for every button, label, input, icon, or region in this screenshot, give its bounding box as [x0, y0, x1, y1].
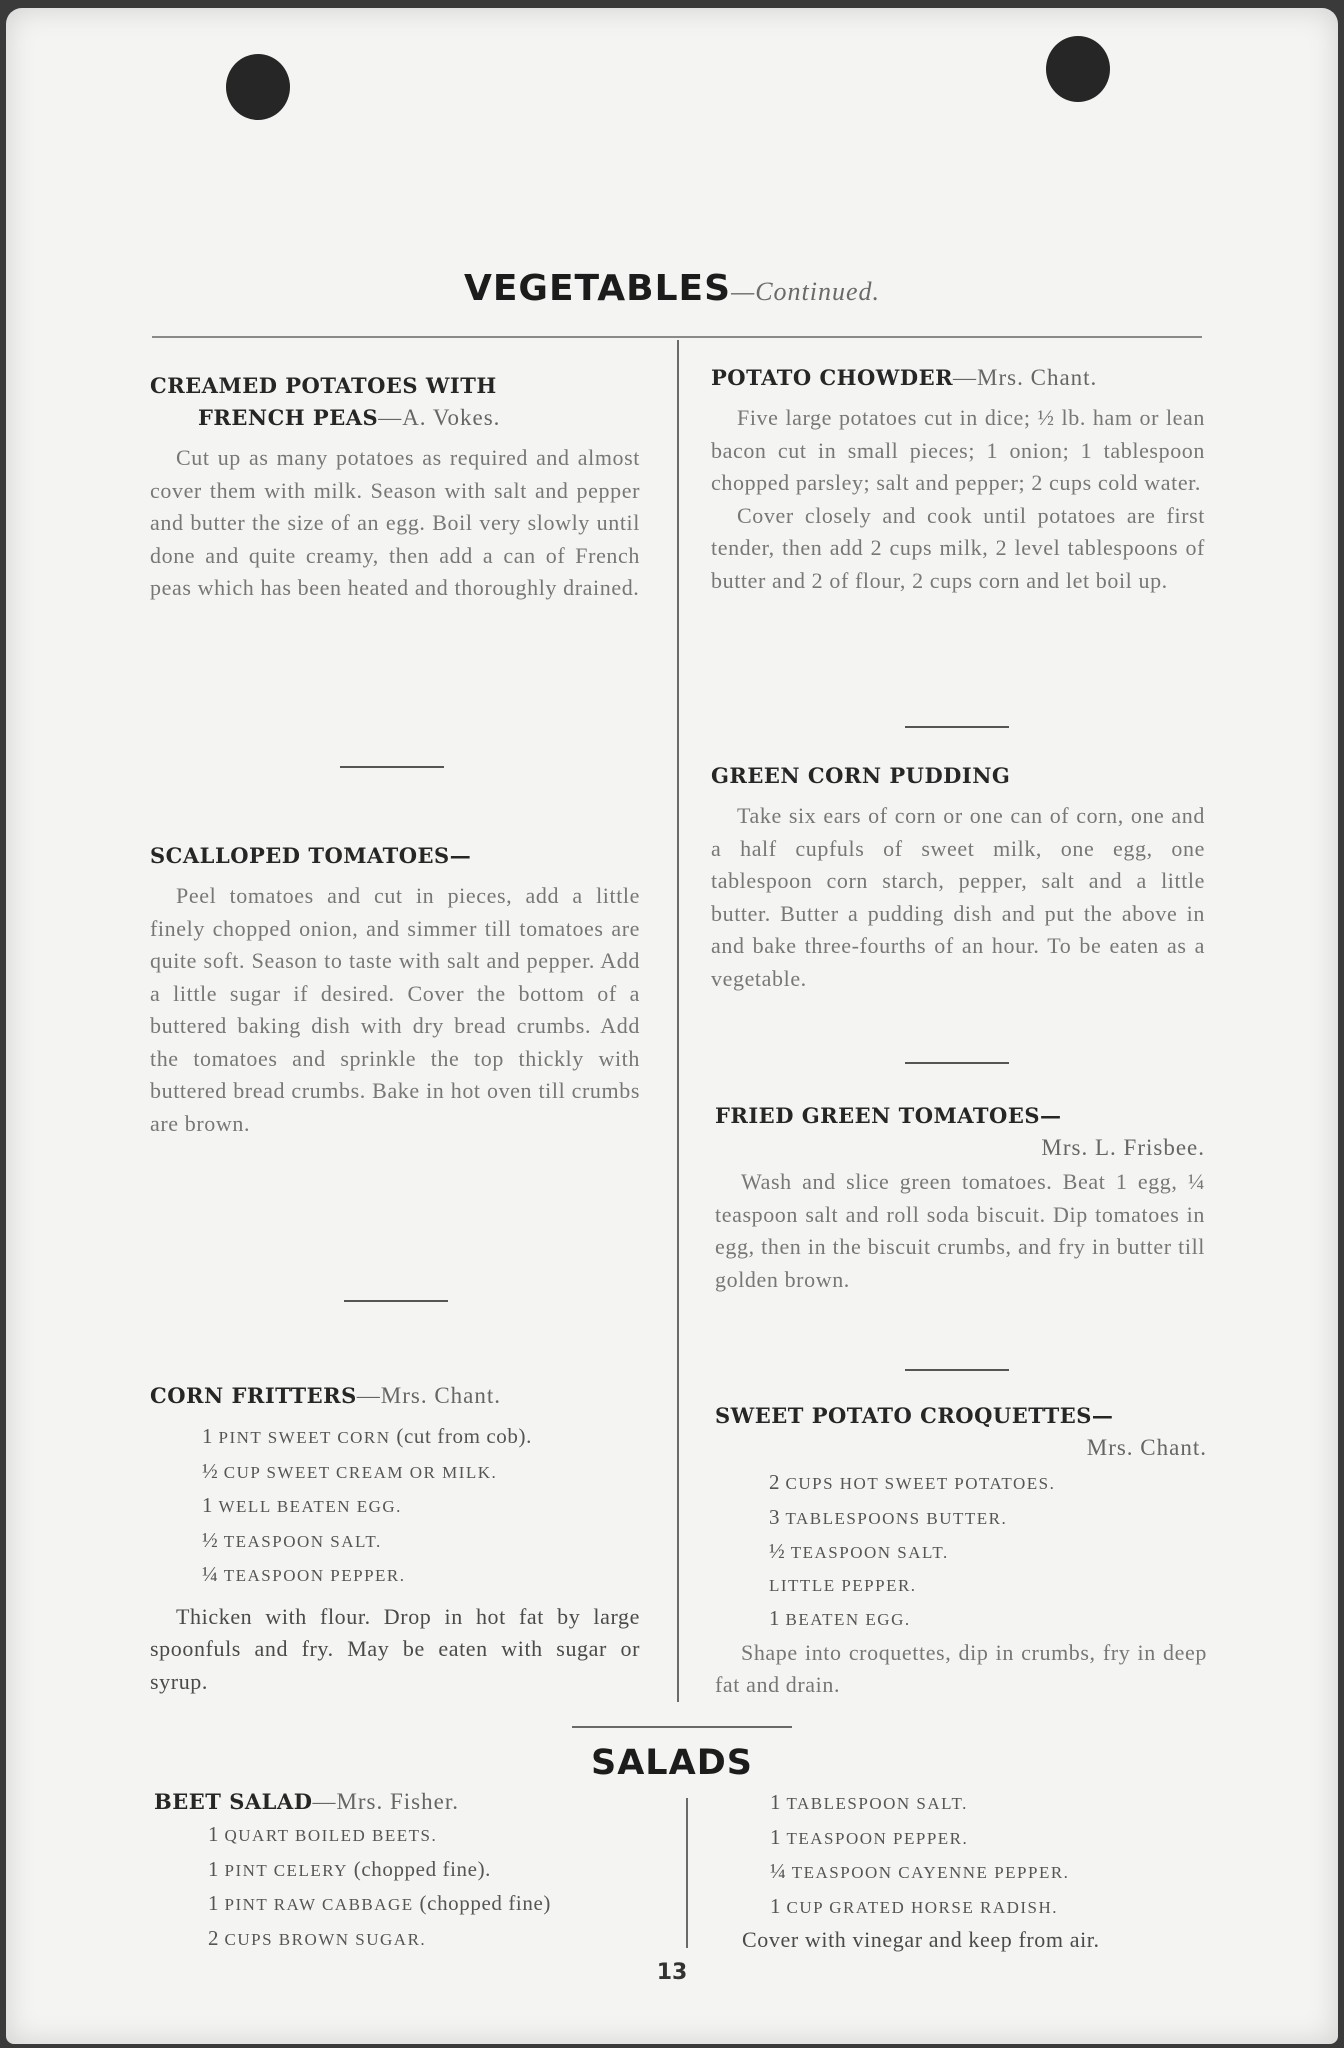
recipe-title-text: BEET SALAD	[154, 1789, 313, 1814]
ingredient-qty: 1	[208, 1891, 219, 1915]
binder-hole-right	[1046, 36, 1110, 102]
recipe-title: SCALLOPED TOMATOES—	[150, 843, 472, 868]
ingredient-text: PINT SWEET CORN	[218, 1428, 391, 1447]
ingredient-item	[770, 1890, 1212, 1925]
header-rule	[152, 336, 1202, 338]
ingredient-item	[202, 1524, 640, 1559]
ingredient-note: (chopped fine)	[413, 1891, 551, 1915]
ingredient-note: (chopped fine).	[347, 1856, 492, 1881]
recipe-scalloped-tomatoes	[150, 840, 640, 1140]
ingredient-item	[770, 1821, 1212, 1856]
ingredient-qty: ½	[202, 1527, 218, 1552]
recipe-author: —Mrs. Fisher.	[312, 1789, 459, 1814]
ingredient-item	[202, 1455, 640, 1490]
recipe-title	[711, 362, 1205, 394]
recipe-corn-fritters	[150, 1380, 640, 1698]
ingredient-text: TEASPOON PEPPER.	[786, 1828, 969, 1848]
ingredient-item	[769, 1501, 1207, 1536]
recipe-author: —A. Vokes.	[378, 405, 501, 430]
ingredient-qty: 1	[208, 1856, 219, 1881]
column-divider	[677, 340, 679, 1702]
recipe-title-line2	[150, 402, 640, 434]
recipe-body: Peel tomatoes and cut in pieces, add a little finely chopped onion, and simmer till tomatoes are quite soft. Season to taste with salt and pepper. Add a little sugar if desired. Cover the bottom of a buttered baking dish with dry bread crumbs. Add the tomatoes and sprinkle the top thickly with buttered bread crumbs. Bake in hot oven till crumbs are brown.	[150, 883, 640, 1136]
ingredient-item	[202, 1420, 640, 1455]
ingredient-item	[769, 1602, 1207, 1637]
separator-rule	[905, 1062, 1009, 1064]
recipe-title-line2-text: FRENCH PEAS	[198, 405, 379, 430]
page-number: 13	[656, 1960, 688, 1985]
salads-rule	[572, 1726, 792, 1728]
ingredient-qty: ¼	[202, 1562, 218, 1586]
ingredient-qty: 2	[208, 1925, 219, 1950]
recipe-body: Take six ears of corn or one can of corn, one and a half cupfuls of sweet milk, one egg, one tablespoon corn starch, pepper, salt and a little butter. Butter a pudding dish and put the above in and bake three-fourths of an hour. To be eaten as a vegetable.	[711, 803, 1205, 991]
ingredient-item	[202, 1489, 640, 1524]
ingredient-text: TABLESPOONS BUTTER.	[785, 1508, 1008, 1528]
ingredient-list	[742, 1786, 1212, 1924]
recipe-title	[154, 1786, 674, 1818]
ingredient-text: TEASPOON CAYENNE PEPPER.	[791, 1863, 1070, 1882]
ingredient-qty: ¼	[770, 1859, 786, 1883]
binder-hole-left	[226, 54, 290, 120]
ingredient-text: LITTLE PEPPER.	[769, 1575, 917, 1595]
recipe-title: FRIED GREEN TOMATOES—	[715, 1103, 1062, 1128]
ingredient-text: WELL BEATEN EGG.	[218, 1497, 402, 1516]
recipe-green-corn-pudding	[711, 760, 1205, 995]
recipe-body: Wash and slice green tomatoes. Beat 1 egg, ¼ teaspoon salt and roll soda biscuit. Dip tomatoes in egg, then in the biscuit crumbs, and fry in butter till golden brown.	[715, 1169, 1205, 1292]
separator-rule	[340, 766, 444, 768]
ingredient-text: TEASPOON SALT.	[790, 1543, 949, 1562]
separator-rule	[344, 1300, 448, 1302]
recipe-title: GREEN CORN PUDDING	[711, 763, 1011, 788]
separator-rule	[905, 726, 1009, 728]
recipe-creamed-potatoes	[150, 370, 640, 605]
recipe-title-line1: CREAMED POTATOES WITH	[150, 373, 497, 398]
recipe-author: —Mrs. Chant.	[953, 365, 1098, 390]
recipe-fried-green-tomatoes	[715, 1100, 1205, 1296]
ingredient-list	[150, 1420, 640, 1593]
ingredient-text: CUPS BROWN SUGAR.	[224, 1929, 427, 1949]
recipe-body-continued: Cover closely and cook until potatoes are first tender, then add 2 cups milk, 2 level tablespoons of butter and 2 of flour, 2 cups corn and let boil up.	[711, 502, 1205, 593]
separator-rule	[905, 1369, 1009, 1371]
ingredient-item	[208, 1887, 674, 1922]
ingredient-qty: 2	[769, 1470, 780, 1494]
ingredient-qty: 1	[770, 1893, 781, 1918]
ingredient-qty: 1	[202, 1424, 213, 1448]
ingredient-qty: 1	[202, 1493, 213, 1517]
recipe-author: —Mrs. Chant.	[356, 1383, 502, 1408]
ingredient-item	[769, 1466, 1207, 1501]
ingredient-list	[715, 1466, 1207, 1637]
recipe-title-text: CORN FRITTERS	[150, 1383, 357, 1408]
section-title-salads: SALADS	[591, 1743, 753, 1783]
ingredient-item	[208, 1818, 674, 1853]
ingredient-text: TEASPOON SALT.	[223, 1531, 382, 1551]
recipe-beet-salad	[154, 1786, 674, 1956]
ingredient-text: BEATEN EGG.	[785, 1610, 911, 1629]
ingredient-item	[770, 1855, 1212, 1890]
ingredient-text: PINT RAW CABBAGE	[224, 1895, 414, 1914]
recipe-author: Mrs. L. Frisbee.	[1041, 1135, 1205, 1160]
ingredient-text: TEASPOON PEPPER.	[223, 1566, 406, 1585]
recipe-author: Mrs. Chant.	[1086, 1435, 1207, 1460]
section-title-continued: —Continued.	[731, 277, 881, 306]
ingredient-item	[208, 1853, 674, 1888]
ingredient-item	[202, 1558, 640, 1593]
ingredient-qty: 3	[769, 1504, 780, 1529]
ingredient-text: CUP GRATED HORSE RADISH.	[786, 1897, 1059, 1917]
recipe-title: SWEET POTATO CROQUETTES—	[715, 1403, 1114, 1428]
ingredient-item	[770, 1786, 1212, 1821]
section-title-text: VEGETABLES	[463, 268, 732, 309]
salads-column-divider	[686, 1798, 688, 1948]
recipe-body: Cover with vinegar and keep from air.	[742, 1927, 1100, 1952]
recipe-body: Shape into croquettes, dip in crumbs, fry in deep fat and drain.	[715, 1639, 1207, 1697]
ingredient-text: CUPS HOT SWEET POTATOES.	[785, 1474, 1056, 1493]
ingredient-item	[769, 1535, 1207, 1570]
ingredient-qty: 1	[770, 1790, 781, 1814]
recipe-title	[150, 370, 640, 434]
ingredient-qty: 1	[769, 1606, 780, 1630]
ingredient-item	[769, 1570, 1207, 1603]
ingredient-text: TABLESPOON SALT.	[786, 1794, 968, 1813]
ingredient-text: QUART BOILED BEETS.	[224, 1826, 438, 1845]
ingredient-qty: 1	[208, 1822, 219, 1846]
ingredient-text: PINT CELERY	[224, 1860, 348, 1880]
recipe-body: Thicken with flour. Drop in hot fat by large spoonfuls and fry. May be eaten with sugar or syrup.	[150, 1603, 640, 1694]
ingredient-qty: ½	[202, 1458, 218, 1483]
recipe-body: Cut up as many potatoes as required and almost cover them with milk. Season with salt and pepper and butter the size of an egg. Boil very slowly until done and quite creamy, then add a can of French peas which has been heated and thoroughly drained.	[150, 445, 640, 600]
recipe-potato-chowder	[711, 362, 1205, 597]
beet-salad-continued	[742, 1786, 1212, 1957]
recipe-sweet-potato-croquettes	[715, 1400, 1207, 1702]
ingredient-list	[154, 1818, 674, 1956]
ingredient-qty: 1	[770, 1824, 781, 1849]
recipe-body: Five large potatoes cut in dice; ½ lb. ham or lean bacon cut in small pieces; 1 onion; 1 tablespoon chopped parsley; salt and pepper; 2 cups cold water.	[711, 405, 1205, 495]
section-title-vegetables	[0, 268, 1344, 309]
recipe-title	[150, 1380, 640, 1412]
ingredient-qty: ½	[769, 1539, 785, 1563]
ingredient-note: (cut from cob).	[390, 1424, 532, 1448]
recipe-title-text: POTATO CHOWDER	[711, 365, 954, 390]
ingredient-item	[208, 1922, 674, 1957]
ingredient-text: CUP SWEET CREAM OR MILK.	[223, 1462, 498, 1482]
